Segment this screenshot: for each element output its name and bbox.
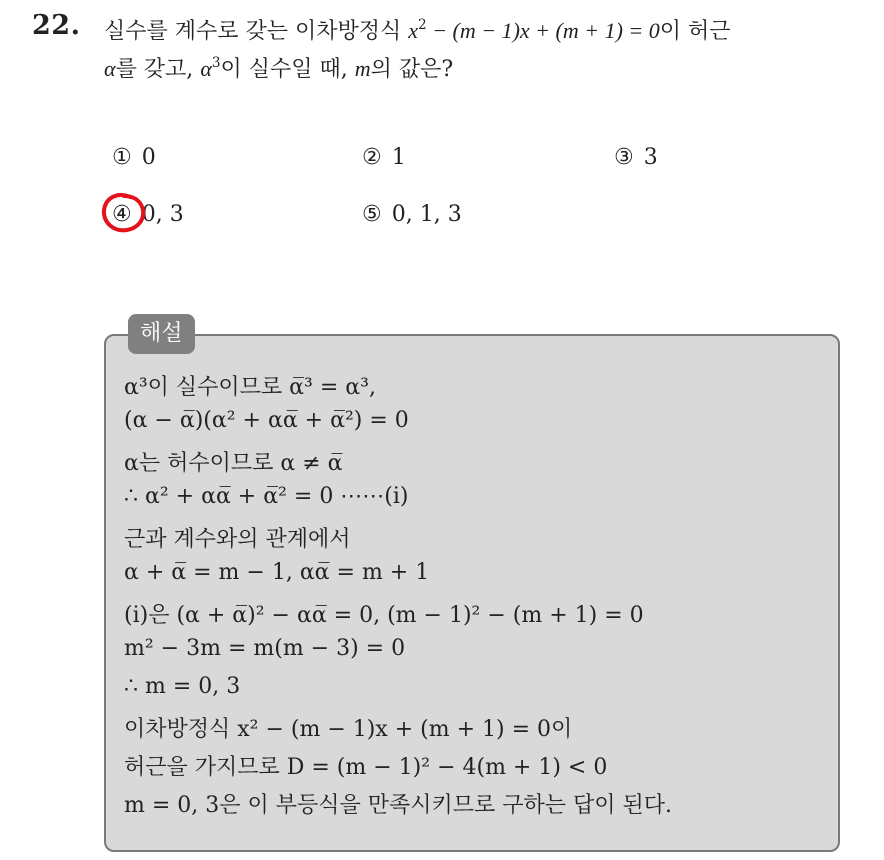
solution-line: α는 허수이므로 α ≠ α̅ [124,451,343,476]
solution-line: α³이 실수이므로 α̅³ = α³, [124,375,376,400]
choice-marker: ② [362,145,382,170]
question-text: 이 실수일 때, [220,57,355,82]
choice-marker: ③ [614,145,634,170]
alpha-exponent: 3 [211,55,221,72]
question-text-suffix: 이 허근 [659,19,731,44]
solution-line: α + α̅ = m − 1, αα̅ = m + 1 [124,560,430,585]
choice-3[interactable] [614,145,658,170]
choice-2[interactable] [362,145,406,170]
choice-marker: ① [112,145,132,170]
solution-line: 이차방정식 x² − (m − 1)x + (m + 1) = 0이 [124,717,573,742]
choice-marker: ⑤ [362,202,382,227]
solution-line: 근과 계수와의 관계에서 [124,527,351,552]
solution-line: m² − 3m = m(m − 3) = 0 [124,636,406,661]
choice-text: 0 [141,145,156,170]
equation-exponent: 2 [418,17,427,34]
choice-1[interactable] [112,145,156,170]
m-variable: m [354,56,371,81]
solution-line: ∴ m = 0, 3 [124,674,241,699]
choice-marker: ④ [112,202,132,227]
choice-text: 1 [391,145,406,170]
question-text: 실수를 계수로 갖는 이차방정식 [104,19,409,44]
solution-line: ∴ α² + αα̅ + α̅² = 0 ⋯⋯(ⅰ) [124,484,409,509]
alpha-symbol: α [200,56,212,81]
solution-line: 허근을 가지므로 D = (m − 1)² − 4(m + 1) < 0 [124,755,608,780]
question-text: 를 갖고, [115,57,201,82]
equation-variable: x [408,18,419,43]
question-text-end: 의 값은? [370,57,454,82]
choice-text: 3 [643,145,658,170]
alpha-symbol: α [104,56,116,81]
equation-body: − (m − 1)x + (m + 1) = 0 [426,18,660,43]
solution-line: (ⅰ)은 (α + α̅)² − αα̅ = 0, (m − 1)² − (m + 1) = 0 [124,603,644,628]
solution-line: (α − α̅)(α² + αα̅ + α̅²) = 0 [124,408,409,433]
question-line-1 [104,14,731,45]
question-line-2 [104,52,453,83]
solution-label: 해설 [128,314,195,354]
question-number: 22. [32,10,81,41]
choice-5[interactable] [362,202,462,227]
choice-text: 0, 1, 3 [391,202,462,227]
answer-circle-mark [100,190,148,236]
solution-line: m = 0, 3은 이 부등식을 만족시키므로 구하는 답이 된다. [124,793,673,818]
choice-text: 0, 3 [141,202,184,227]
